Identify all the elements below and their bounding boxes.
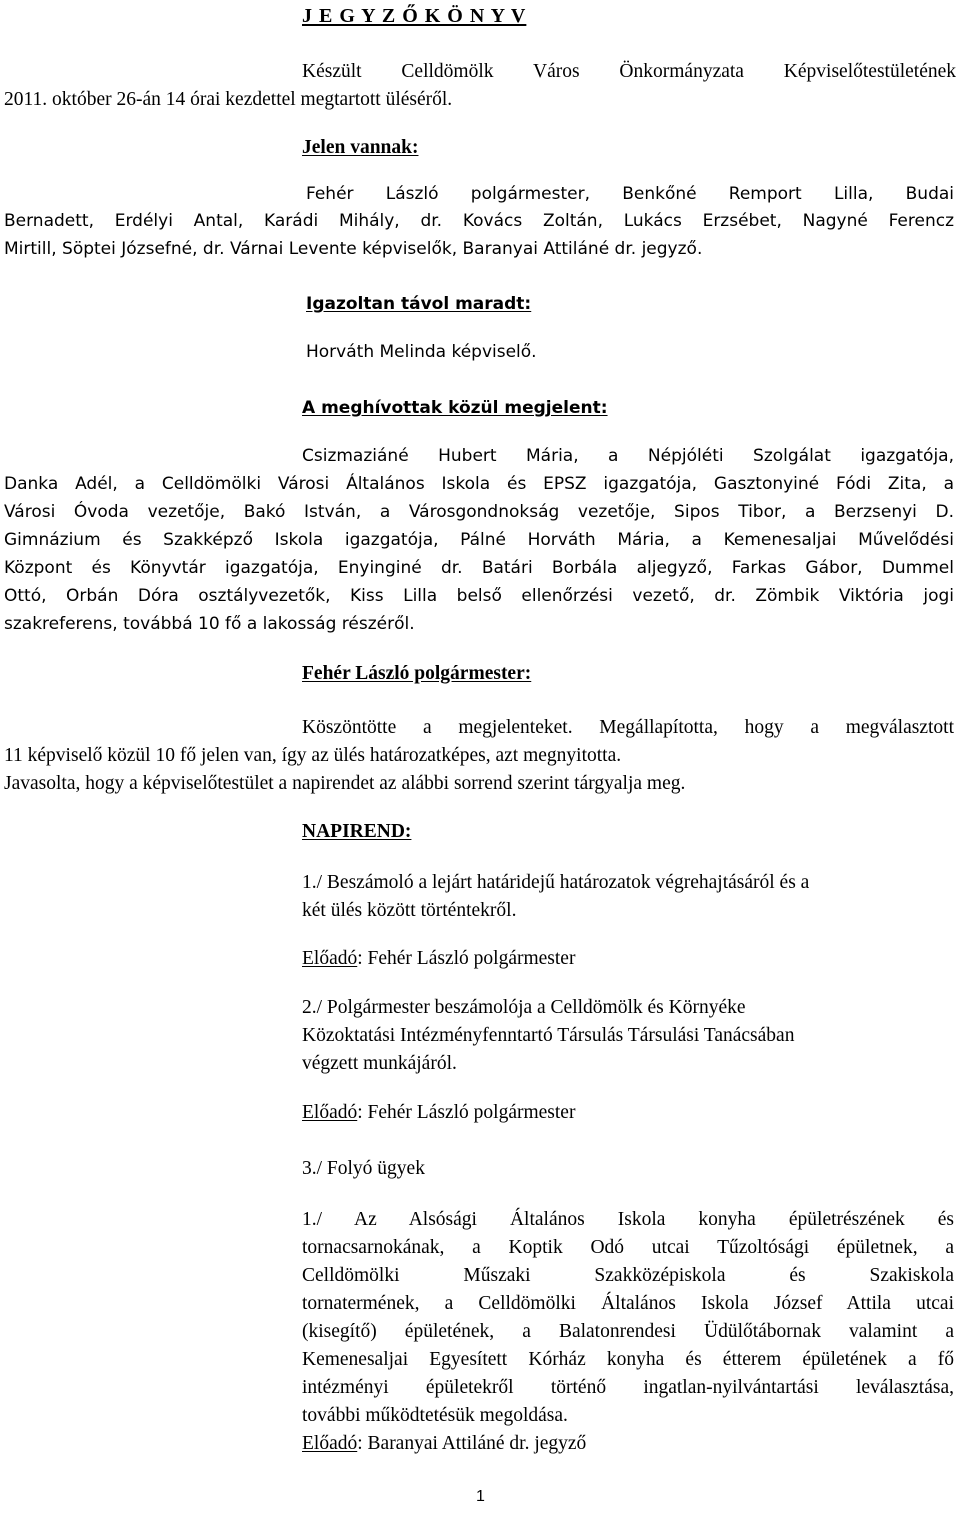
agenda-item-2-line-2: Közoktatási Intézményfenntartó Társulás Társulási Tanácsában bbox=[302, 1025, 795, 1046]
sub-item-line-4: tornatermének, a Celldömölki Általános Iskola József Attila utcai bbox=[302, 1293, 954, 1314]
present-line-3-tail: Várnai Levente képviselők, Baranyai Attiláné dr. jegyző. bbox=[229, 239, 703, 259]
sub-item-line-1: 1./ Az Alsósági Általános Iskola konyha épületrészének és bbox=[302, 1209, 954, 1230]
sub-item-line-8: további működtetésük megoldása. bbox=[302, 1405, 568, 1426]
agenda-item-1-line-1: 1./ Beszámoló a lejárt határidejű határozatok végrehajtásáról és a bbox=[302, 872, 810, 893]
sub-item-line-6: Kemenesaljai Egyesített Kórház konyha és étterem épületének a fő bbox=[302, 1349, 954, 1370]
present-heading: Jelen vannak: bbox=[302, 137, 419, 158]
intro-line-1: Készült Celldömölk Város Önkormányzata Képviselőtestületének bbox=[302, 61, 956, 82]
invited-line-5: Központ és Könyvtár igazgatója, Enyinginé dr. Batári Borbála aljegyző, Farkas Gábor, Dummel bbox=[4, 558, 954, 578]
agenda-item-3: 3./ Folyó ügyek bbox=[302, 1158, 425, 1179]
presenter-name: : Fehér László polgármester bbox=[357, 948, 576, 969]
invited-line-3: Városi Óvoda vezetője, Bakó István, a Városgondnokság vezetője, Sipos Tibor, a Berzsenyi D. bbox=[4, 502, 954, 522]
mayor-line-1: Köszöntötte a megjelenteket. Megállapította, hogy a megválasztott bbox=[302, 717, 954, 738]
sub-item-line-2: tornacsarnokának, a Koptik Odó utcai Tűzoltósági épületnek, a bbox=[302, 1237, 954, 1258]
present-line-3 bbox=[4, 241, 702, 258]
agenda-item-1-line-2: két ülés között történtekről. bbox=[302, 900, 517, 921]
page-number: 1 bbox=[476, 1488, 485, 1505]
presenter-label: Előadó bbox=[302, 1102, 358, 1123]
present-line-1: Fehér László polgármester, Benkőné Remport Lilla, Budai bbox=[306, 184, 954, 204]
present-line-3-head: Mirtill, Söptei Józsefné, dr. bbox=[4, 239, 230, 259]
absent-heading: Igazoltan távol maradt: bbox=[306, 294, 532, 314]
presenter-label: Előadó bbox=[302, 948, 358, 969]
mayor-line-3: Javasolta, hogy a képviselőtestület a napirendet az alábbi sorrend szerint tárgyalja meg. bbox=[4, 773, 686, 794]
agenda-item-1-presenter bbox=[302, 949, 575, 969]
invited-line-6: Ottó, Orbán Dóra osztályvezetők, Kiss Lilla belső ellenőrzési vezető, dr. Zömbik Viktória jogi bbox=[4, 586, 954, 606]
invited-line-2: Danka Adél, a Celldömölki Városi Általános Iskola és EPSZ igazgatója, Gasztonyiné Fódi Zita, a bbox=[4, 474, 954, 494]
agenda-item-2-presenter bbox=[302, 1103, 575, 1123]
absent-text: Horváth Melinda képviselő. bbox=[306, 342, 537, 362]
presenter-name: : Baranyai Attiláné dr. jegyző bbox=[357, 1433, 587, 1454]
invited-line-7: szakreferens, továbbá 10 fő a lakosság részéről. bbox=[4, 614, 415, 634]
mayor-line-2: 11 képviselő közül 10 fő jelen van, így az ülés határozatképes, azt megnyitotta. bbox=[4, 745, 622, 766]
document-title: J E G Y Z Ő K Ö N Y V bbox=[302, 5, 527, 27]
invited-line-1: Csizmaziáné Hubert Mária, a Népjóléti Szolgálat igazgatója, bbox=[302, 446, 954, 466]
agenda-item-2-line-3: végzett munkájáról. bbox=[302, 1053, 457, 1074]
sub-item-line-5: (kisegítő) épületének, a Balatonrendesi Üdülőtábornak valamint a bbox=[302, 1321, 954, 1342]
invited-line-4: Gimnázium és Szakképző Iskola igazgatója, Pálné Horváth Mária, a Kemenesaljai Művelődési bbox=[4, 530, 954, 550]
agenda-heading: NAPIREND: bbox=[302, 821, 412, 842]
invited-heading: A meghívottak közül megjelent: bbox=[302, 398, 608, 418]
intro-line-2: 2011. október 26-án 14 órai kezdettel megtartott üléséről. bbox=[4, 89, 453, 110]
presenter-label: Előadó bbox=[302, 1433, 358, 1454]
agenda-item-2-line-1: 2./ Polgármester beszámolója a Celldömölk és Környéke bbox=[302, 997, 746, 1018]
sub-item-line-3: Celldömölki Műszaki Szakközépiskola és Szakiskola bbox=[302, 1265, 954, 1286]
sub-item-presenter bbox=[302, 1434, 586, 1454]
presenter-name: : Fehér László polgármester bbox=[357, 1102, 576, 1123]
sub-item-line-7: intézményi épületekről történő ingatlan-nyilvántartási leválasztása, bbox=[302, 1377, 954, 1398]
present-line-2: Bernadett, Erdélyi Antal, Karádi Mihály, dr. Kovács Zoltán, Lukács Erzsébet, Nagyné Ferencz bbox=[4, 211, 954, 231]
mayor-heading: Fehér László polgármester: bbox=[302, 663, 532, 684]
